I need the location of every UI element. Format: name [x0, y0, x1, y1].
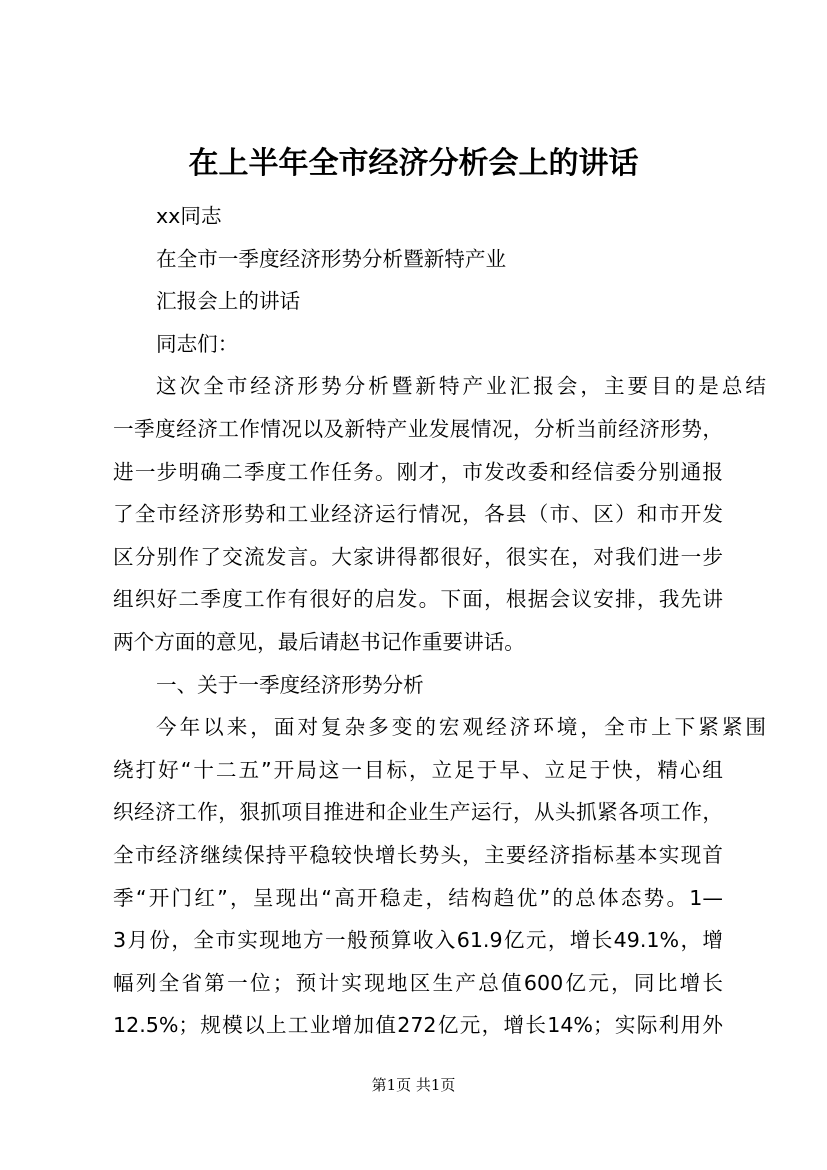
paragraph-line: 3月份，全市实现地方一般预算收入61.9亿元，增长49.1%，增 [113, 928, 723, 953]
paragraph-line: 今年以来，面对复杂多变的宏观经济环境，全市上下紧紧围 [156, 715, 766, 740]
paragraph-line: 进一步明确二季度工作任务。刚才，市发改委和经信委分别通报 [113, 459, 723, 484]
document-body [113, 195, 766, 1047]
paragraph-line: 组织好二季度工作有很好的启发。下面，根据会议安排，我先讲 [113, 587, 723, 612]
paragraph-line: 绕打好“十二五”开局这一目标，立足于早、立足于快，精心组 [113, 757, 723, 782]
document-title: 在上半年全市经济分析会上的讲话 [188, 146, 639, 181]
paragraph-line: 了全市经济形势和工业经济运行情况，各县（市、区）和市开发 [113, 502, 723, 527]
section-heading: 一、关于一季度经济形势分析 [156, 672, 424, 697]
text-line: 汇报会上的讲话 [156, 289, 301, 314]
paragraph-line: 季“开门红”，呈现出“高开稳走，结构趋优”的总体态势。1— [113, 885, 723, 910]
page-footer: 第1页 共1页 [371, 1076, 456, 1094]
paragraph-line: 织经济工作，狠抓项目推进和企业生产运行，从头抓紧各项工作， [113, 800, 723, 825]
text-line: xx同志 [156, 204, 222, 228]
paragraph-line: 12.5%；规模以上工业增加值272亿元，增长14%；实际利用外 [113, 1013, 723, 1038]
paragraph-line: 幅列全省第一位；预计实现地区生产总值600亿元，同比增长 [113, 970, 723, 995]
text-line: 在全市一季度经济形势分析暨新特产业 [156, 246, 507, 271]
paragraph-line: 这次全市经济形势分析暨新特产业汇报会，主要目的是总结 [156, 374, 766, 399]
text-line: 同志们： [156, 331, 239, 356]
paragraph-line: 两个方面的意见，最后请赵书记作重要讲话。 [113, 629, 525, 654]
paragraph-line: 一季度经济工作情况以及新特产业发展情况，分析当前经济形势， [113, 416, 723, 441]
paragraph-line: 全市经济继续保持平稳较快增长势头，主要经济指标基本实现首 [113, 842, 723, 867]
paragraph-line: 区分别作了交流发言。大家讲得都很好，很实在，对我们进一步 [113, 544, 723, 569]
